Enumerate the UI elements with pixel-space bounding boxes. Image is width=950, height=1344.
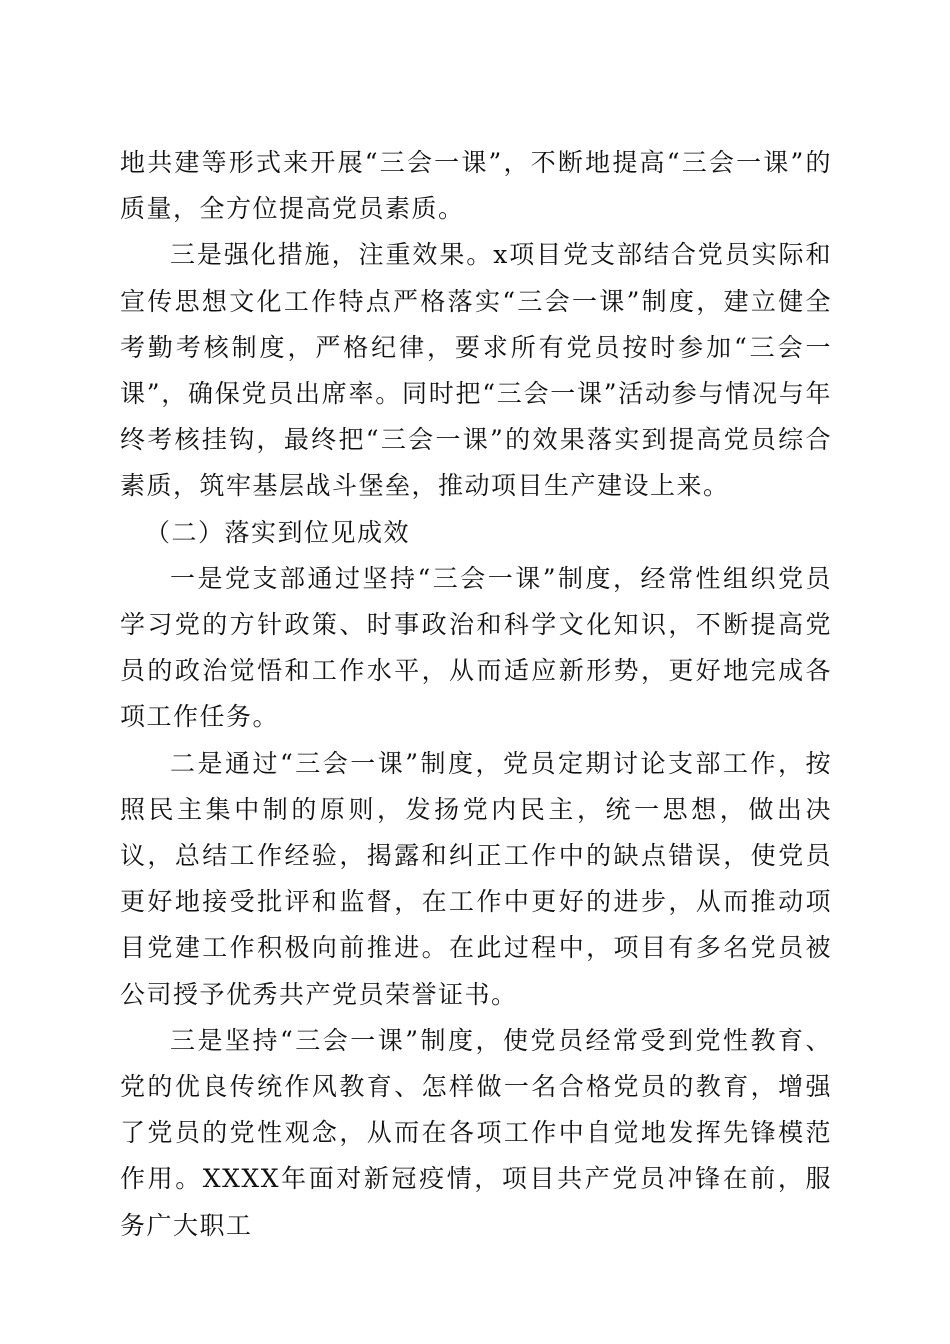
paragraph-point-three: 三是坚持“三会一课”制度，使党员经常受到党性教育、党的优良传统作风教育、怎样做一名合格党员的教育，增强了党员的党性观念，从而在各项工作中自觉地发挥先锋模范作用。XXXX年面对新冠疫情，项目共产党员冲锋在前，服务广大职工 — [120, 1025, 832, 1240]
section-heading: （二）落实到位见成效 — [145, 517, 411, 547]
paragraph-measures-effects: 三是强化措施，注重效果。x项目党支部结合党员实际和宣传思想文化工作特点严格落实“三会一课”制度，建立健全考勤考核制度，严格纪律，要求所有党员按时参加“三会一课”，确保党员出席率。同时把“三会一课”活动参与情况与年终考核挂钩，最终把“三会一课”的效果落实到提高党员综合素质，筑牢基层战斗堡垒，推动项目生产建设上来。 — [120, 240, 832, 501]
paragraph-point-one: 一是党支部通过坚持“三会一课”制度，经常性组织党员学习党的方针政策、时事政治和科学文化知识，不断提高党员的政治觉悟和工作水平，从而适应新形势，更好地完成各项工作任务。 — [120, 563, 832, 732]
paragraph-continuation: 地共建等形式来开展“三会一课”，不断地提高“三会一课”的质量，全方位提高党员素质。 — [120, 148, 832, 224]
paragraph-point-two: 二是通过“三会一课”制度，党员定期讨论支部工作，按照民主集中制的原则，发扬党内民主，统一思想，做出决议，总结工作经验，揭露和纠正工作中的缺点错误，使党员更好地接受批评和监督，在工作中更好的进步，从而推动项目党建工作积极向前推进。在此过程中，项目有多名党员被公司授予优秀共产党员荣誉证书。 — [120, 748, 832, 1009]
document-body — [120, 140, 832, 1249]
